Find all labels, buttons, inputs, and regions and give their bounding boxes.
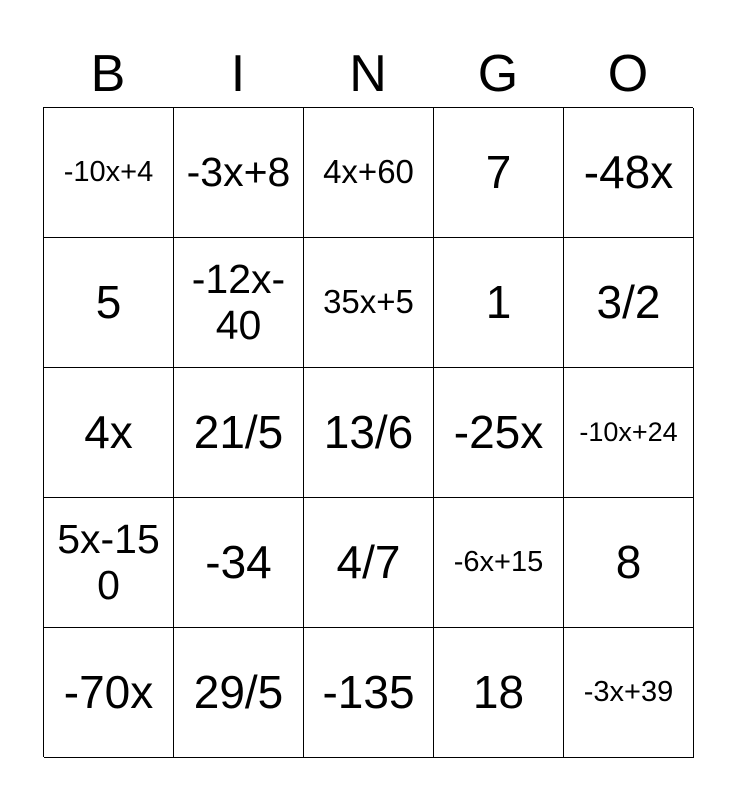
bingo-cell[interactable]	[44, 108, 174, 238]
cell-value: 1	[485, 275, 512, 328]
header-letter-n: N	[349, 45, 387, 103]
bingo-cell[interactable]	[174, 108, 304, 238]
cell-value: 7	[485, 145, 512, 198]
bingo-cell[interactable]	[44, 238, 174, 368]
bingo-cell[interactable]	[564, 368, 694, 498]
bingo-cell[interactable]	[304, 238, 434, 368]
cell-value: 35x+5	[323, 283, 414, 321]
bingo-cell[interactable]	[174, 498, 304, 628]
header-letter-b: B	[90, 45, 126, 103]
bingo-board	[43, 107, 693, 757]
bingo-cell[interactable]	[44, 628, 174, 758]
bingo-header	[43, 40, 693, 108]
cell-value: 18	[472, 665, 525, 718]
cell-value: -3x+39	[583, 676, 674, 709]
bingo-cell[interactable]	[304, 368, 434, 498]
bingo-cell[interactable]	[174, 368, 304, 498]
header-letter-g: G	[477, 45, 519, 103]
bingo-cell[interactable]	[434, 238, 564, 368]
bingo-cell[interactable]	[304, 628, 434, 758]
cell-value: -25x	[453, 405, 544, 458]
header-letter-o: O	[607, 45, 649, 103]
cell-value: 21/5	[193, 405, 284, 458]
cell-value: -3x+8	[186, 148, 291, 195]
bingo-cell[interactable]	[564, 238, 694, 368]
cell-value: -48x	[583, 145, 674, 198]
cell-value: -6x+15	[453, 546, 544, 579]
cell-value: 4x+60	[323, 153, 414, 191]
cell-value: -34	[205, 535, 272, 588]
bingo-cell[interactable]	[434, 498, 564, 628]
bingo-cell[interactable]	[174, 238, 304, 368]
bingo-cell[interactable]	[434, 108, 564, 238]
cell-value: -135	[322, 665, 415, 718]
bingo-cell[interactable]	[564, 498, 694, 628]
bingo-cell[interactable]	[174, 628, 304, 758]
cell-value: 4x	[84, 405, 133, 458]
cell-value: 13/6	[323, 405, 414, 458]
cell-value: 29/5	[193, 665, 284, 718]
bingo-cell[interactable]	[44, 368, 174, 498]
bingo-cell[interactable]	[564, 628, 694, 758]
cell-value: 4/7	[336, 535, 401, 588]
cell-value: -70x	[63, 665, 154, 718]
bingo-cell[interactable]	[434, 628, 564, 758]
header-letter-i: I	[230, 45, 246, 103]
cell-value: 3/2	[596, 275, 661, 328]
cell-value: -12x-40	[191, 255, 286, 348]
cell-value: 5x-150	[57, 515, 160, 608]
bingo-cell[interactable]	[434, 368, 564, 498]
cell-value: -10x+4	[63, 156, 154, 189]
bingo-cell[interactable]	[304, 108, 434, 238]
cell-value: 5	[95, 275, 122, 328]
cell-value: 8	[615, 535, 642, 588]
bingo-cell[interactable]	[304, 498, 434, 628]
bingo-cell[interactable]	[44, 498, 174, 628]
bingo-cell[interactable]	[564, 108, 694, 238]
cell-value: -10x+24	[579, 417, 678, 448]
